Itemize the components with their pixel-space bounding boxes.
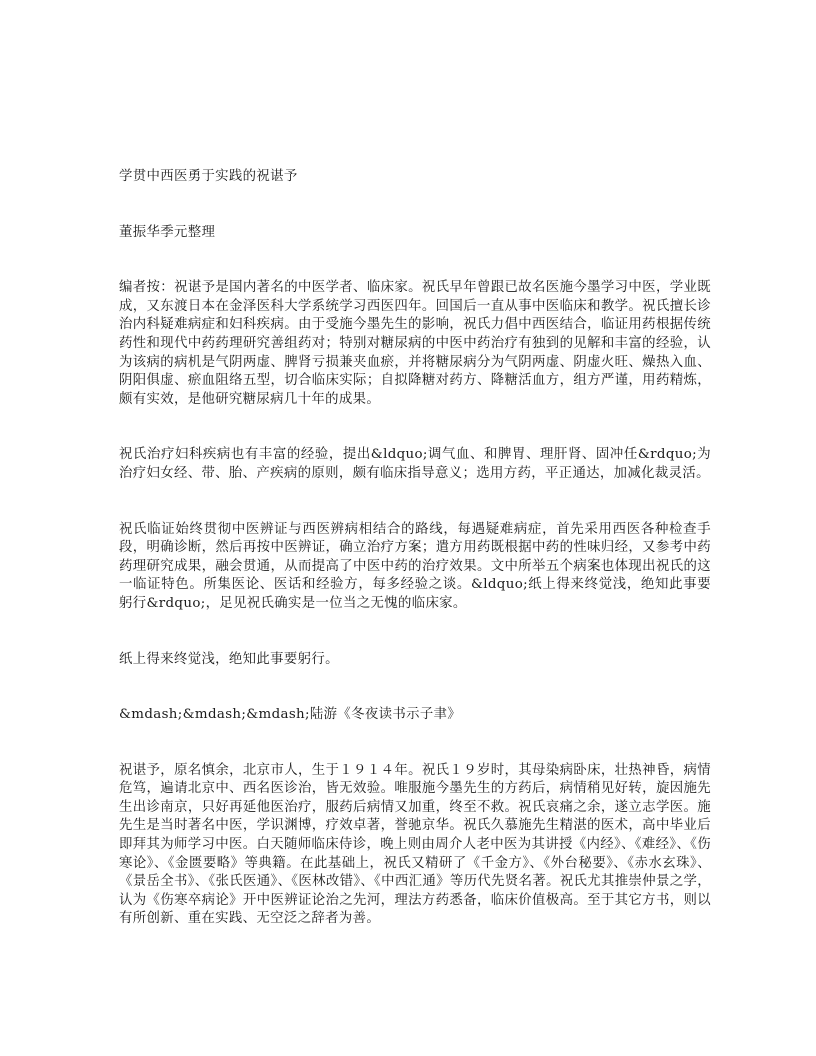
epigraph-quote: 纸上得来终觉浅，绝知此事要躬行。 [119, 651, 339, 667]
epigraph-attribution: &mdash;&mdash;&mdash;陆游《冬夜读书示子聿》 [119, 707, 462, 723]
clinical-approach-paragraph: 祝氏临证始终贯彻中医辨证与西医辨病相结合的路线，每遇疑难病症，首先采用西医各种检查手段，明确诊断，然后再按中医辨证，确立治疗方案；遣方用药既根据中药的性味归经，又参考中药药理研究成果，融会贯通，从而提高了中医中药的治疗效果。文中所举五个病案也体现出祝氏的这一临证特色。所集医论、医话和经验方，每多经验之谈。&ldquo;纸上得来终觉浅，绝知此事要躬行&rdquo;，足见祝氏确实是一位当之无愧的临床家。 [119, 521, 711, 611]
document-page [119, 168, 711, 929]
article-title: 学贯中西医勇于实践的祝谌予 [119, 169, 298, 184]
article-byline: 董振华季元整理 [119, 224, 216, 240]
biography-paragraph: 祝谌予，原名慎余，北京市人，生于１９１４年。祝氏１９岁时，其母染病卧床，壮热神昏，病情危笃，遍请北京中、西名医诊治，皆无效验。唯服施今墨先生的方药后，病情稍见好转，旋因施先生出诊南京，只好再延他医治疗，服药后病情又加重，终至不救。祝氏哀痛之余，遂立志学医。施先生是当时著名中医，学识渊博，疗效卓著，誉驰京华。祝氏久慕施先生精湛的医术，高中毕业后即拜其为师学习中医。白天随师临床侍诊，晚上则由周介人老中医为其讲授《内经》、《难经》、《伤寒论》、《金匮要略》等典籍。在此基础上，祝氏又精研了《千金方》、《外台秘要》、《赤水玄珠》、《景岳全书》、《张氏医通》、《医林改错》、《中西汇通》等历代先贤名著。祝氏尤其推崇仲景之学，认为《伤寒卒病论》开中医辨证论治之先河，理法方药悉备，临床价值极高。至于其它方书，则以有所创新、重在实践、无空泛之辞者为善。 [119, 762, 711, 927]
editor-note-paragraph: 编者按：祝谌予是国内著名的中医学者、临床家。祝氏早年曾跟已故名医施今墨学习中医，学业既成，又东渡日本在金泽医科大学系统学习西医四年。回国后一直从事中医临床和教学。祝氏擅长诊治内科疑难病症和妇科疾病。由于受施今墨先生的影响，祝氏力倡中西医结合，临证用药根据传统药性和现代中药药理研究善组药对；特别对糖尿病的中医中药治疗有独到的见解和丰富的经验，认为该病的病机是气阴两虚、脾肾亏损兼夹血瘀，并将糖尿病分为气阴两虚、阴虚火旺、燥热入血、阴阳俱虚、瘀血阻络五型，切合临床实际；自拟降糖对药方、降糖活血方，组方严谨，用药精炼，颇有实效，是他研究糖尿病几十年的成果。 [119, 280, 711, 407]
gynecology-paragraph: 祝氏治疗妇科疾病也有丰富的经验，提出&ldquo;调气血、和脾胃、理肝肾、固冲任&rdquo;为治疗妇女经、带、胎、产疾病的原则，颇有临床指导意义；选用方药，平正通达，加减化裁灵活。 [119, 447, 711, 481]
